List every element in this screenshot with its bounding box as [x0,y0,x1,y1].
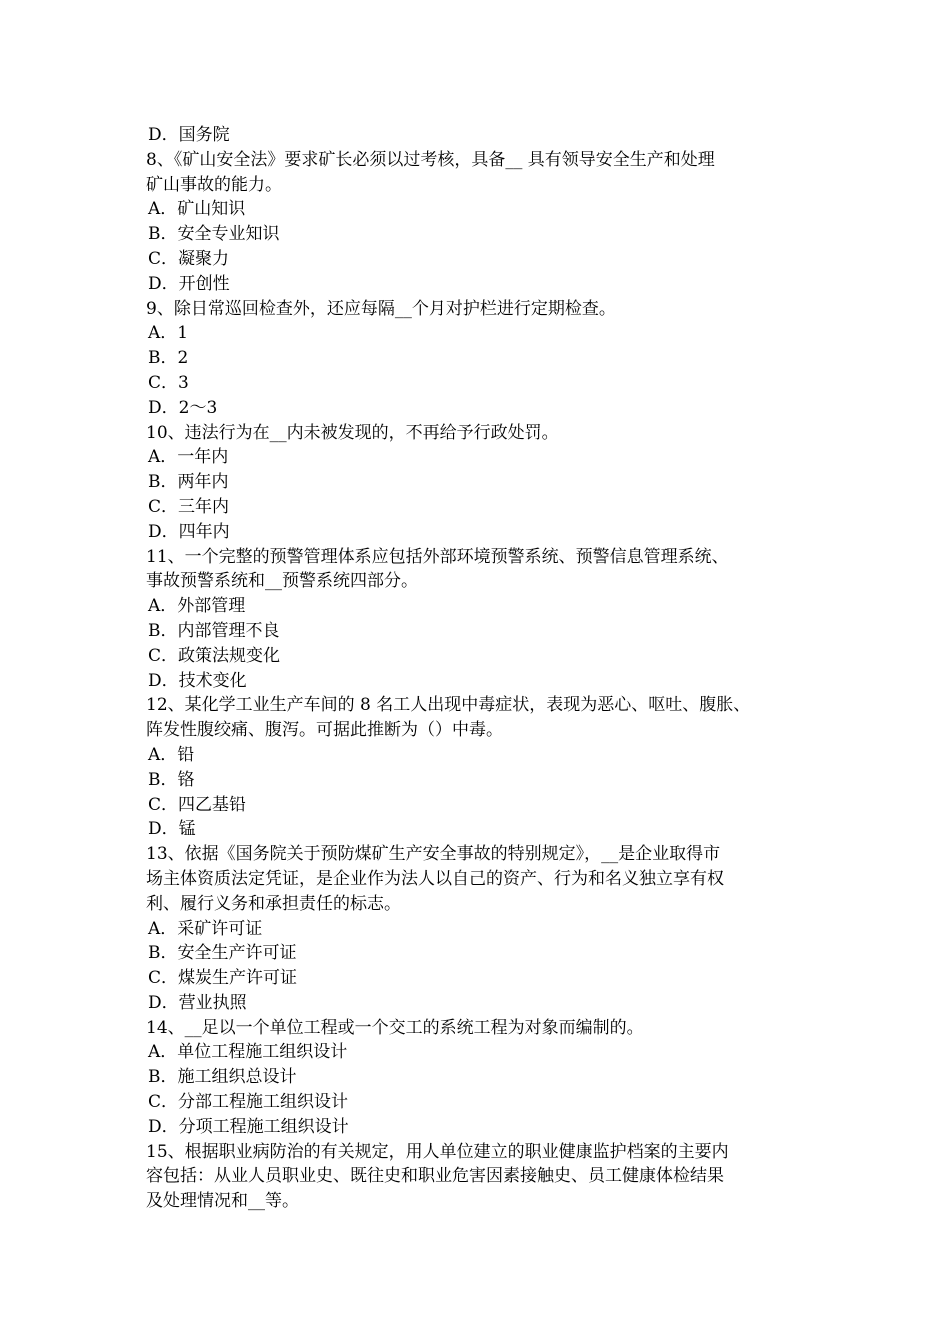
answer-option-line: D．锰 [148,819,196,840]
answer-option-line: D．分项工程施工组织设计 [148,1116,349,1137]
answer-option-line: A．单位工程施工组织设计 [148,1042,348,1063]
answer-option-line: C．3 [148,372,189,393]
question-text-line: 容包括：从业人员职业史、既往史和职业危害因素接触史、员工健康体检结果 [146,1166,724,1187]
answer-option-line: D．开创性 [148,273,230,294]
answer-option-line: D．营业执照 [148,992,247,1013]
answer-option-line: C．四乙基铅 [148,794,247,815]
question-text-line: 8、《矿山安全法》要求矿长必须以过考核，具备__ 具有领导安全生产和处理 [146,149,715,170]
answer-option-line: C．分部工程施工组织设计 [148,1092,349,1113]
question-text-line: 矿山事故的能力。 [146,174,282,195]
answer-option-line: B．施工组织总设计 [148,1067,297,1088]
question-text-line: 及处理情况和__等。 [146,1191,299,1212]
answer-option-line: C．煤炭生产许可证 [148,968,298,989]
answer-option-line: D．四年内 [148,521,230,542]
answer-option-line: A．一年内 [148,447,229,468]
document-page [146,123,826,1214]
question-text-line: 9、除日常巡回检查外，还应每隔__个月对护栏进行定期检查。 [146,298,616,319]
question-text-line: 15、根据职业病防治的有关规定，用人单位建立的职业健康监护档案的主要内 [146,1141,729,1162]
answer-option-line: B．2 [148,348,189,369]
question-text-line: 12、某化学工业生产车间的 8 名工人出现中毒症状，表现为恶心、呕吐、腹胀、 [146,695,751,716]
question-text-line: 阵发性腹绞痛、腹泻。可据此推断为（）中毒。 [146,720,503,741]
question-text-line: 事故预警系统和__预警系统四部分。 [146,571,418,592]
answer-option-line: B．铬 [148,769,195,790]
answer-option-line: B．安全生产许可证 [148,943,297,964]
question-text-line: 场主体资质法定凭证，是企业作为法人以自己的资产、行为和名义独立享有权 [146,868,724,889]
answer-option-line: D．2～3 [148,397,218,418]
answer-option-line: A．铅 [148,744,195,765]
answer-option-line: D．国务院 [148,125,230,145]
question-text-line: 14、__足以一个单位工程或一个交工的系统工程为对象而编制的。 [146,1017,644,1038]
answer-option-line: C．三年内 [148,496,230,517]
answer-option-line: B．两年内 [148,472,229,493]
answer-option-line: B．安全专业知识 [148,224,280,245]
answer-option-line: A．1 [148,323,189,344]
answer-option-line: A．采矿许可证 [148,918,263,939]
answer-option-line: A．外部管理 [148,596,246,617]
answer-option-line: D．技术变化 [148,670,247,691]
answer-option-line: C．政策法规变化 [148,645,281,666]
answer-option-line: A．矿山知识 [148,199,246,220]
answer-option-line: C．凝聚力 [148,248,230,269]
question-text-line: 利、履行义务和承担责任的标志。 [146,893,401,914]
question-text-line: 10、违法行为在__内未被发现的，不再给予行政处罚。 [146,422,559,443]
question-text-line: 11、一个完整的预警管理体系应包括外部环境预警系统、预警信息管理系统、 [146,546,729,567]
question-text-line: 13、依据《国务院关于预防煤矿生产安全事故的特别规定》，__是企业取得市 [146,844,721,865]
answer-option-line: B．内部管理不良 [148,620,280,641]
